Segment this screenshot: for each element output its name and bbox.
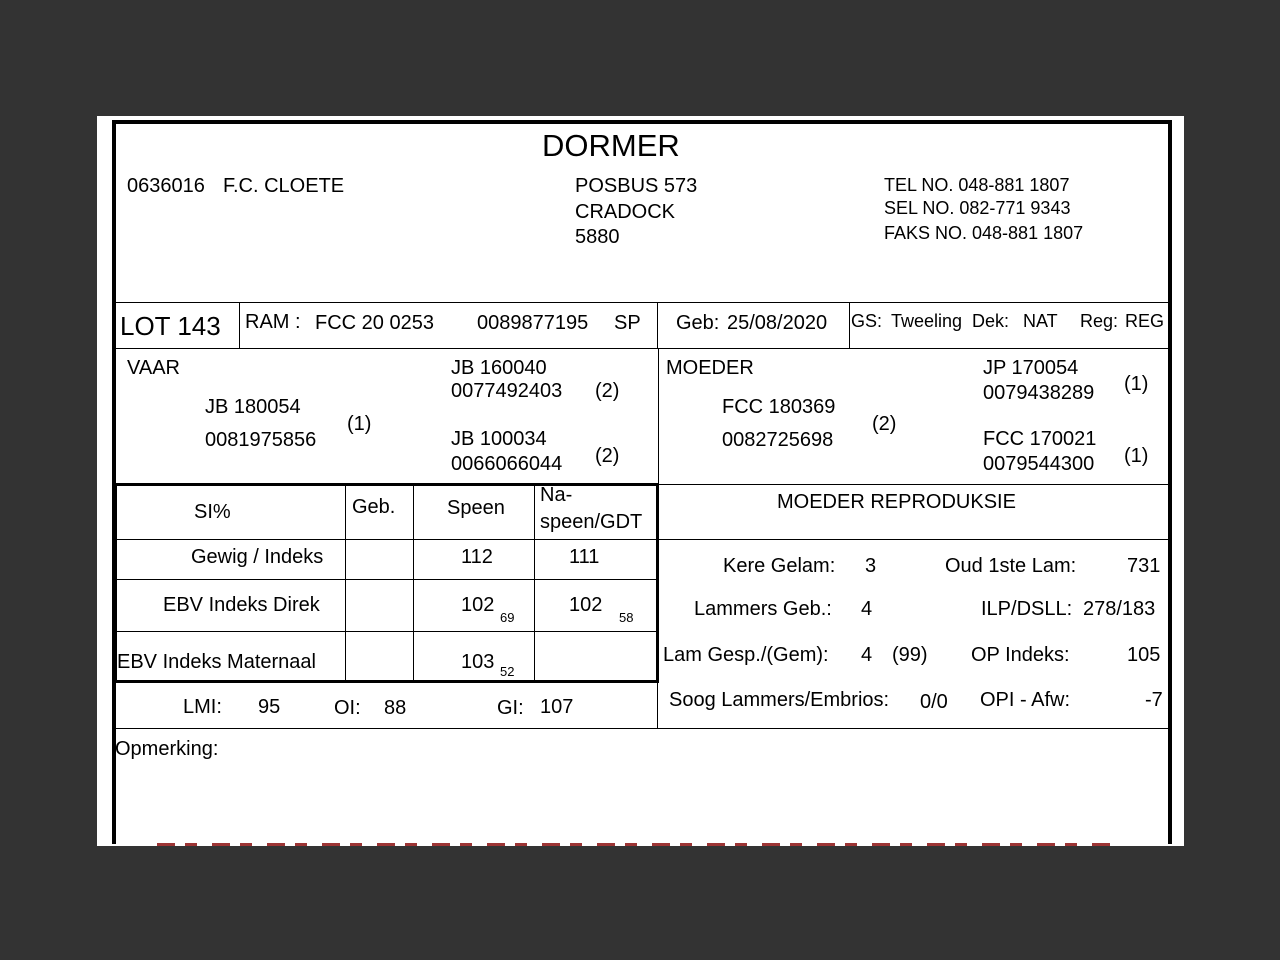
dam-dam-grade: (1) xyxy=(1124,445,1149,467)
lot-number: LOT 143 xyxy=(120,311,221,341)
opi-value: -7 xyxy=(1145,689,1163,711)
dam-id: FCC 180369 xyxy=(722,396,836,418)
kere-label: Kere Gelam: xyxy=(723,555,836,577)
si-col-geb-divider xyxy=(345,484,346,681)
repro-left-border xyxy=(657,484,658,729)
dam-number: 0082725698 xyxy=(722,429,834,451)
soog-label: Soog Lammers/Embrios: xyxy=(669,689,890,711)
repro-title: MOEDER REPRODUKSIE xyxy=(777,491,1016,513)
vaar-label: VAAR xyxy=(127,357,180,379)
ilp-value: 278/183 xyxy=(1083,598,1156,620)
ram-number: 0089877195 xyxy=(477,312,589,334)
soog-value: 0/0 xyxy=(920,691,948,713)
gesp-average: (99) xyxy=(892,644,928,666)
repro-title-divider xyxy=(659,539,1172,540)
ram-id: FCC 20 0253 xyxy=(315,312,434,334)
sire-number: 0081975856 xyxy=(205,429,317,451)
lammers-value: 4 xyxy=(861,598,873,620)
sire-dam-number: 0066066044 xyxy=(451,453,563,475)
ram-label: RAM : xyxy=(245,311,301,333)
sire-dam-grade: (2) xyxy=(595,445,620,467)
divider-ram-cell xyxy=(657,302,658,348)
op-value: 105 xyxy=(1127,644,1161,666)
address-line-2: CRADOCK xyxy=(575,201,676,223)
si-header-divider xyxy=(116,539,657,540)
gesp-label: Lam Gesp./(Gem): xyxy=(663,644,829,666)
reg-value: REG xyxy=(1125,311,1165,331)
sire-id: JB 180054 xyxy=(205,396,301,418)
geb-label: Geb: xyxy=(676,312,720,334)
sire-grade: (1) xyxy=(347,413,372,435)
gi-value: 107 xyxy=(540,696,574,718)
reg-label: Reg: xyxy=(1080,311,1119,331)
lmi-value: 95 xyxy=(258,696,281,718)
sire-sire-id: JB 160040 xyxy=(451,357,547,379)
dam-dam-id: FCC 170021 xyxy=(983,428,1097,450)
si-header-naspeen-2: speen/GDT xyxy=(540,511,643,533)
oud-value: 731 xyxy=(1127,555,1161,577)
si-row3-label: EBV Indeks Maternaal xyxy=(117,651,316,673)
si-header-speen: Speen xyxy=(447,497,505,519)
address-line-1: POSBUS 573 xyxy=(575,175,698,197)
si-table-bottom-border xyxy=(114,680,659,683)
indices-row-bottom xyxy=(116,728,1172,729)
si-row1-divider xyxy=(116,579,657,580)
oud-label: Oud 1ste Lam: xyxy=(945,555,1077,577)
dek-value: NAT xyxy=(1023,311,1058,331)
dam-sire-number: 0079438289 xyxy=(983,382,1095,404)
geb-date: 25/08/2020 xyxy=(727,312,828,334)
si-row3-speen: 103 xyxy=(461,651,495,673)
sire-dam-id: JB 100034 xyxy=(451,428,547,450)
si-row3-speen-sub: 52 xyxy=(500,664,515,679)
gs-value: Tweeling xyxy=(891,311,963,331)
breed-title: DORMER xyxy=(542,128,680,163)
si-row2-naspeen: 102 xyxy=(569,594,603,616)
si-table-top-border xyxy=(114,483,659,486)
gesp-value: 4 xyxy=(861,644,873,666)
remarks-label: Opmerking: xyxy=(115,738,219,760)
si-row2-speen: 102 xyxy=(461,594,495,616)
moeder-label: MOEDER xyxy=(666,357,754,379)
si-header-geb: Geb. xyxy=(352,496,396,518)
gi-label: GI: xyxy=(497,697,524,719)
si-row2-label: EBV Indeks Direk xyxy=(163,594,320,616)
document-page xyxy=(97,116,1184,846)
ram-class: SP xyxy=(614,312,641,334)
ilp-label: ILP/DSLL: xyxy=(981,598,1073,620)
dam-dam-number: 0079544300 xyxy=(983,453,1095,475)
sire-sire-grade: (2) xyxy=(595,380,620,402)
si-row1-label: Gewig / Indeks xyxy=(191,546,324,568)
si-col-naspeen-divider xyxy=(534,484,535,681)
sire-sire-number: 0077492403 xyxy=(451,380,563,402)
repro-top-border xyxy=(659,484,1172,485)
si-row2-naspeen-sub: 58 xyxy=(619,610,634,625)
oi-label: OI: xyxy=(334,697,361,719)
faks-number: FAKS NO. 048-881 1807 xyxy=(884,223,1084,243)
dam-grade: (2) xyxy=(872,413,897,435)
kere-value: 3 xyxy=(865,555,877,577)
breeder-number: 0636016 xyxy=(127,175,205,197)
si-header-naspeen-1: Na- xyxy=(540,484,573,506)
si-header-si: SI% xyxy=(194,501,231,523)
dam-sire-id: JP 170054 xyxy=(983,357,1079,379)
gs-label: GS: xyxy=(851,311,883,331)
opi-label: OPI - Afw: xyxy=(980,689,1071,711)
divider-lot-top xyxy=(116,302,1172,303)
lammers-label: Lammers Geb.: xyxy=(694,598,832,620)
divider-geb-cell xyxy=(849,302,850,348)
dek-label: Dek: xyxy=(972,311,1010,331)
si-row2-speen-sub: 69 xyxy=(500,610,515,625)
divider-lot-cell xyxy=(239,302,240,348)
sel-number: SEL NO. 082-771 9343 xyxy=(884,198,1071,218)
si-row2-divider xyxy=(116,631,657,632)
breeder-name: F.C. CLOETE xyxy=(223,175,345,197)
si-row1-speen: 112 xyxy=(461,546,493,568)
oi-value: 88 xyxy=(384,697,407,719)
tel-number: TEL NO. 048-881 1807 xyxy=(884,175,1070,195)
dam-sire-grade: (1) xyxy=(1124,373,1149,395)
si-col-speen-divider xyxy=(413,484,414,681)
divider-pedigree-mid xyxy=(658,348,659,484)
cut-off-footer-text xyxy=(157,843,1117,846)
address-line-3: 5880 xyxy=(575,226,620,248)
divider-lot-bottom xyxy=(116,348,1172,349)
lmi-label: LMI: xyxy=(183,696,222,718)
op-label: OP Indeks: xyxy=(971,644,1070,666)
si-row1-naspeen: 111 xyxy=(569,546,600,568)
